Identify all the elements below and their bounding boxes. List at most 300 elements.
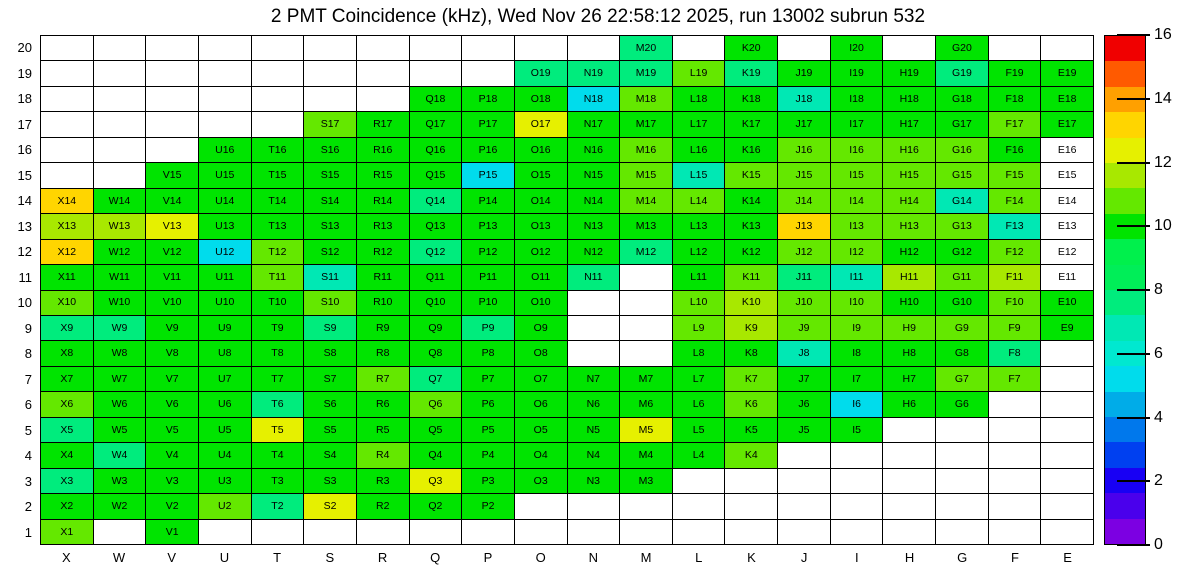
cell-K1 [725, 520, 777, 544]
x-axis-label-Q: Q [430, 549, 441, 565]
cell-J15: J15 [778, 163, 830, 187]
colorbar-band-16 [1105, 112, 1145, 137]
cell-T17 [252, 112, 304, 136]
cell-H16: H16 [883, 138, 935, 162]
cell-V11: V11 [146, 265, 198, 289]
cell-K20: K20 [725, 36, 777, 60]
cell-J12: J12 [778, 240, 830, 264]
cell-S11: S11 [304, 265, 356, 289]
cell-N18: N18 [568, 87, 620, 111]
cell-H18: H18 [883, 87, 935, 111]
cell-J3 [778, 469, 830, 493]
cell-V9: V9 [146, 316, 198, 340]
cell-L14: L14 [673, 189, 725, 213]
cell-M19: M19 [620, 61, 672, 85]
cell-G5 [936, 418, 988, 442]
cell-L5: L5 [673, 418, 725, 442]
cell-O5: O5 [515, 418, 567, 442]
cell-G7: G7 [936, 367, 988, 391]
x-axis-label-F: F [1010, 549, 1019, 565]
cell-O14: O14 [515, 189, 567, 213]
cell-X18 [41, 87, 93, 111]
cell-N17: N17 [568, 112, 620, 136]
cell-T19 [252, 61, 304, 85]
cell-F20 [989, 36, 1041, 60]
colorbar-band-3 [1105, 442, 1145, 467]
cell-J17: J17 [778, 112, 830, 136]
cell-V17 [146, 112, 198, 136]
y-axis-label-2: 2 [24, 499, 32, 515]
cell-P5: P5 [462, 418, 514, 442]
cell-L8: L8 [673, 341, 725, 365]
cell-R16: R16 [357, 138, 409, 162]
cell-F5 [989, 418, 1041, 442]
cell-L19: L19 [673, 61, 725, 85]
cell-G11: G11 [936, 265, 988, 289]
y-axis-label-3: 3 [24, 473, 32, 489]
cell-U6: U6 [199, 392, 251, 416]
cell-I19: I19 [831, 61, 883, 85]
cell-N14: N14 [568, 189, 620, 213]
y-axis-label-1: 1 [24, 524, 32, 540]
cell-N9 [568, 316, 620, 340]
cell-U12: U12 [199, 240, 251, 264]
colorbar-tick-2 [1117, 480, 1150, 482]
cell-W4: W4 [94, 443, 146, 467]
cell-J2 [778, 494, 830, 518]
cell-K3 [725, 469, 777, 493]
cell-M20: M20 [620, 36, 672, 60]
cell-I3 [831, 469, 883, 493]
cell-I8: I8 [831, 341, 883, 365]
colorbar-tick-label-10: 10 [1154, 217, 1172, 235]
cell-V13: V13 [146, 214, 198, 238]
cell-E8 [1041, 341, 1093, 365]
cell-V15: V15 [146, 163, 198, 187]
cell-O9: O9 [515, 316, 567, 340]
cell-M6: M6 [620, 392, 672, 416]
cell-O7: O7 [515, 367, 567, 391]
cell-W19 [94, 61, 146, 85]
cell-Q6: Q6 [410, 392, 462, 416]
cell-W5: W5 [94, 418, 146, 442]
cell-Q19 [410, 61, 462, 85]
cell-K16: K16 [725, 138, 777, 162]
cell-G4 [936, 443, 988, 467]
cell-K14: K14 [725, 189, 777, 213]
cell-X20 [41, 36, 93, 60]
cell-O10: O10 [515, 291, 567, 315]
y-axis-label-13: 13 [17, 218, 32, 234]
colorbar-tick-10 [1117, 225, 1150, 227]
cell-M13: M13 [620, 214, 672, 238]
cell-I1 [831, 520, 883, 544]
cell-H7: H7 [883, 367, 935, 391]
cell-U17 [199, 112, 251, 136]
cell-J13: J13 [778, 214, 830, 238]
cell-W16 [94, 138, 146, 162]
cell-F4 [989, 443, 1041, 467]
cell-O16: O16 [515, 138, 567, 162]
cell-V8: V8 [146, 341, 198, 365]
cell-I6: I6 [831, 392, 883, 416]
cell-N8 [568, 341, 620, 365]
cell-X11: X11 [41, 265, 93, 289]
colorbar-tick-8 [1117, 289, 1150, 291]
colorbar-tick-label-4: 4 [1154, 408, 1163, 426]
x-axis-label-H: H [904, 549, 915, 565]
cell-L18: L18 [673, 87, 725, 111]
y-axis-label-19: 19 [17, 65, 32, 81]
cell-O8: O8 [515, 341, 567, 365]
cell-J7: J7 [778, 367, 830, 391]
y-axis-label-15: 15 [17, 167, 32, 183]
cell-S19 [304, 61, 356, 85]
cell-U15: U15 [199, 163, 251, 187]
cell-V2: V2 [146, 494, 198, 518]
cell-S10: S10 [304, 291, 356, 315]
colorbar-tick-label-16: 16 [1154, 26, 1172, 43]
y-axis-label-10: 10 [17, 295, 32, 311]
cell-Q12: Q12 [410, 240, 462, 264]
cell-T11: T11 [252, 265, 304, 289]
cell-X14: X14 [41, 189, 93, 213]
cell-K15: K15 [725, 163, 777, 187]
cell-U1 [199, 520, 251, 544]
cell-J6: J6 [778, 392, 830, 416]
cell-K7: K7 [725, 367, 777, 391]
colorbar-tick-6 [1117, 353, 1150, 355]
cell-E5 [1041, 418, 1093, 442]
cell-G14: G14 [936, 189, 988, 213]
cell-G20: G20 [936, 36, 988, 60]
cell-P12: P12 [462, 240, 514, 264]
cell-R5: R5 [357, 418, 409, 442]
x-axis-label-W: W [112, 549, 126, 565]
cell-G8: G8 [936, 341, 988, 365]
cell-N10 [568, 291, 620, 315]
cell-R3: R3 [357, 469, 409, 493]
cell-O3: O3 [515, 469, 567, 493]
cell-Q15: Q15 [410, 163, 462, 187]
x-axis-label-S: S [325, 549, 335, 565]
cell-T1 [252, 520, 304, 544]
cell-S1 [304, 520, 356, 544]
cell-U14: U14 [199, 189, 251, 213]
cell-M1 [620, 520, 672, 544]
cell-L1 [673, 520, 725, 544]
cell-S16: S16 [304, 138, 356, 162]
cell-R13: R13 [357, 214, 409, 238]
cell-H1 [883, 520, 935, 544]
cell-U16: U16 [199, 138, 251, 162]
cell-E19: E19 [1041, 61, 1093, 85]
cell-M17: M17 [620, 112, 672, 136]
cell-U2: U2 [199, 494, 251, 518]
x-axis-label-N: N [588, 549, 599, 565]
cell-E10: E10 [1041, 291, 1093, 315]
cell-I16: I16 [831, 138, 883, 162]
cell-Q13: Q13 [410, 214, 462, 238]
cell-P4: P4 [462, 443, 514, 467]
cell-T2: T2 [252, 494, 304, 518]
cell-G17: G17 [936, 112, 988, 136]
colorbar-band-5 [1105, 392, 1145, 417]
cell-S15: S15 [304, 163, 356, 187]
cell-G2 [936, 494, 988, 518]
cell-P11: P11 [462, 265, 514, 289]
cell-L15: L15 [673, 163, 725, 187]
cell-N3: N3 [568, 469, 620, 493]
cell-J9: J9 [778, 316, 830, 340]
cell-W17 [94, 112, 146, 136]
cell-O1 [515, 520, 567, 544]
cell-Q20 [410, 36, 462, 60]
cell-F9: F9 [989, 316, 1041, 340]
cell-U13: U13 [199, 214, 251, 238]
cell-H9: H9 [883, 316, 935, 340]
cell-L7: L7 [673, 367, 725, 391]
cell-Q18: Q18 [410, 87, 462, 111]
cell-P1 [462, 520, 514, 544]
cell-Q3: Q3 [410, 469, 462, 493]
cell-T18 [252, 87, 304, 111]
cell-F6 [989, 392, 1041, 416]
cell-T8: T8 [252, 341, 304, 365]
cell-F18: F18 [989, 87, 1041, 111]
cell-H6: H6 [883, 392, 935, 416]
x-axis-label-L: L [695, 549, 703, 565]
cell-M18: M18 [620, 87, 672, 111]
cell-W8: W8 [94, 341, 146, 365]
y-axis-label-5: 5 [24, 422, 32, 438]
cell-L6: L6 [673, 392, 725, 416]
cell-T5: T5 [252, 418, 304, 442]
cell-V12: V12 [146, 240, 198, 264]
cell-J19: J19 [778, 61, 830, 85]
cell-W13: W13 [94, 214, 146, 238]
cell-P17: P17 [462, 112, 514, 136]
cell-L10: L10 [673, 291, 725, 315]
cell-V6: V6 [146, 392, 198, 416]
cell-J11: J11 [778, 265, 830, 289]
cell-O17: O17 [515, 112, 567, 136]
cell-T3: T3 [252, 469, 304, 493]
cell-O12: O12 [515, 240, 567, 264]
cell-K13: K13 [725, 214, 777, 238]
cell-X19 [41, 61, 93, 85]
cell-Q2: Q2 [410, 494, 462, 518]
cell-W11: W11 [94, 265, 146, 289]
colorbar-band-13 [1105, 188, 1145, 213]
cell-N4: N4 [568, 443, 620, 467]
cell-X1: X1 [41, 520, 93, 544]
colorbar-tick-4 [1117, 417, 1150, 419]
cell-H5 [883, 418, 935, 442]
cell-X4: X4 [41, 443, 93, 467]
y-axis-label-9: 9 [24, 320, 32, 336]
cell-X16 [41, 138, 93, 162]
cell-E20 [1041, 36, 1093, 60]
cell-V18 [146, 87, 198, 111]
cell-E4 [1041, 443, 1093, 467]
colorbar-tick-label-8: 8 [1154, 281, 1163, 298]
cell-H19: H19 [883, 61, 935, 85]
cell-O20 [515, 36, 567, 60]
cell-X10: X10 [41, 291, 93, 315]
cell-E17: E17 [1041, 112, 1093, 136]
colorbar-tick-label-12: 12 [1154, 153, 1172, 171]
x-axis-label-K: K [747, 549, 756, 565]
cell-J18: J18 [778, 87, 830, 111]
cell-M5: M5 [620, 418, 672, 442]
x-axis-label-R: R [377, 549, 388, 565]
y-axis-label-18: 18 [17, 91, 32, 107]
colorbar-tick-label-6: 6 [1154, 344, 1163, 362]
colorbar-band-11 [1105, 239, 1145, 264]
cell-Q8: Q8 [410, 341, 462, 365]
cell-U4: U4 [199, 443, 251, 467]
cell-I4 [831, 443, 883, 467]
cell-Q9: Q9 [410, 316, 462, 340]
cell-E3 [1041, 469, 1093, 493]
cell-I15: I15 [831, 163, 883, 187]
cell-R12: R12 [357, 240, 409, 264]
colorbar-tick-label-2: 2 [1154, 472, 1163, 490]
cell-J16: J16 [778, 138, 830, 162]
cell-F16: F16 [989, 138, 1041, 162]
cell-M9 [620, 316, 672, 340]
cell-P20 [462, 36, 514, 60]
cell-V16 [146, 138, 198, 162]
cell-E18: E18 [1041, 87, 1093, 111]
cell-W9: W9 [94, 316, 146, 340]
cell-I11: I11 [831, 265, 883, 289]
x-axis-label-I: I [855, 549, 859, 565]
cell-G6: G6 [936, 392, 988, 416]
cell-X8: X8 [41, 341, 93, 365]
cell-S6: S6 [304, 392, 356, 416]
cell-S3: S3 [304, 469, 356, 493]
cell-P16: P16 [462, 138, 514, 162]
cell-O6: O6 [515, 392, 567, 416]
cell-F10: F10 [989, 291, 1041, 315]
y-axis-label-6: 6 [24, 397, 32, 413]
x-axis-label-E: E [1063, 549, 1072, 565]
cell-L3 [673, 469, 725, 493]
cell-G15: G15 [936, 163, 988, 187]
cell-U19 [199, 61, 251, 85]
cell-V20 [146, 36, 198, 60]
heatmap-grid [40, 35, 1094, 545]
cell-U5: U5 [199, 418, 251, 442]
cell-V19 [146, 61, 198, 85]
cell-O15: O15 [515, 163, 567, 187]
cell-X17 [41, 112, 93, 136]
cell-E13: E13 [1041, 214, 1093, 238]
cell-E15: E15 [1041, 163, 1093, 187]
cell-E7 [1041, 367, 1093, 391]
cell-H17: H17 [883, 112, 935, 136]
cell-S14: S14 [304, 189, 356, 213]
cell-K5: K5 [725, 418, 777, 442]
x-axis-label-X: X [62, 549, 71, 565]
cell-X7: X7 [41, 367, 93, 391]
cell-I20: I20 [831, 36, 883, 60]
cell-N2 [568, 494, 620, 518]
cell-G18: G18 [936, 87, 988, 111]
cell-I2 [831, 494, 883, 518]
cell-H20 [883, 36, 935, 60]
cell-P6: P6 [462, 392, 514, 416]
cell-R2: R2 [357, 494, 409, 518]
cell-T12: T12 [252, 240, 304, 264]
x-axis-label-P: P [483, 549, 493, 565]
cell-O19: O19 [515, 61, 567, 85]
cell-I5: I5 [831, 418, 883, 442]
cell-R15: R15 [357, 163, 409, 187]
cell-P18: P18 [462, 87, 514, 111]
cell-U3: U3 [199, 469, 251, 493]
cell-R9: R9 [357, 316, 409, 340]
cell-S20 [304, 36, 356, 60]
colorbar-tick-14 [1117, 98, 1150, 100]
colorbar-band-6 [1105, 366, 1145, 391]
cell-X6: X6 [41, 392, 93, 416]
cell-R11: R11 [357, 265, 409, 289]
cell-K4: K4 [725, 443, 777, 467]
cell-X9: X9 [41, 316, 93, 340]
cell-F11: F11 [989, 265, 1041, 289]
cell-N11: N11 [568, 265, 620, 289]
colorbar-band-10 [1105, 265, 1145, 290]
cell-M11 [620, 265, 672, 289]
cell-U8: U8 [199, 341, 251, 365]
cell-P9: P9 [462, 316, 514, 340]
cell-Q11: Q11 [410, 265, 462, 289]
cell-J8: J8 [778, 341, 830, 365]
cell-M15: M15 [620, 163, 672, 187]
cell-M2 [620, 494, 672, 518]
cell-M3: M3 [620, 469, 672, 493]
cell-W6: W6 [94, 392, 146, 416]
cell-H3 [883, 469, 935, 493]
cell-E12: E12 [1041, 240, 1093, 264]
cell-L17: L17 [673, 112, 725, 136]
cell-U9: U9 [199, 316, 251, 340]
cell-H4 [883, 443, 935, 467]
cell-T13: T13 [252, 214, 304, 238]
cell-L2 [673, 494, 725, 518]
cell-V3: V3 [146, 469, 198, 493]
cell-F14: F14 [989, 189, 1041, 213]
cell-M12: M12 [620, 240, 672, 264]
colorbar-band-18 [1105, 61, 1145, 86]
cell-U10: U10 [199, 291, 251, 315]
x-axis-label-V: V [167, 549, 177, 565]
cell-N13: N13 [568, 214, 620, 238]
cell-T9: T9 [252, 316, 304, 340]
cell-R1 [357, 520, 409, 544]
cell-P2: P2 [462, 494, 514, 518]
cell-E11: E11 [1041, 265, 1093, 289]
x-axis-label-J: J [800, 549, 808, 565]
cell-O4: O4 [515, 443, 567, 467]
cell-W1 [94, 520, 146, 544]
cell-P7: P7 [462, 367, 514, 391]
cell-F17: F17 [989, 112, 1041, 136]
cell-H13: H13 [883, 214, 935, 238]
